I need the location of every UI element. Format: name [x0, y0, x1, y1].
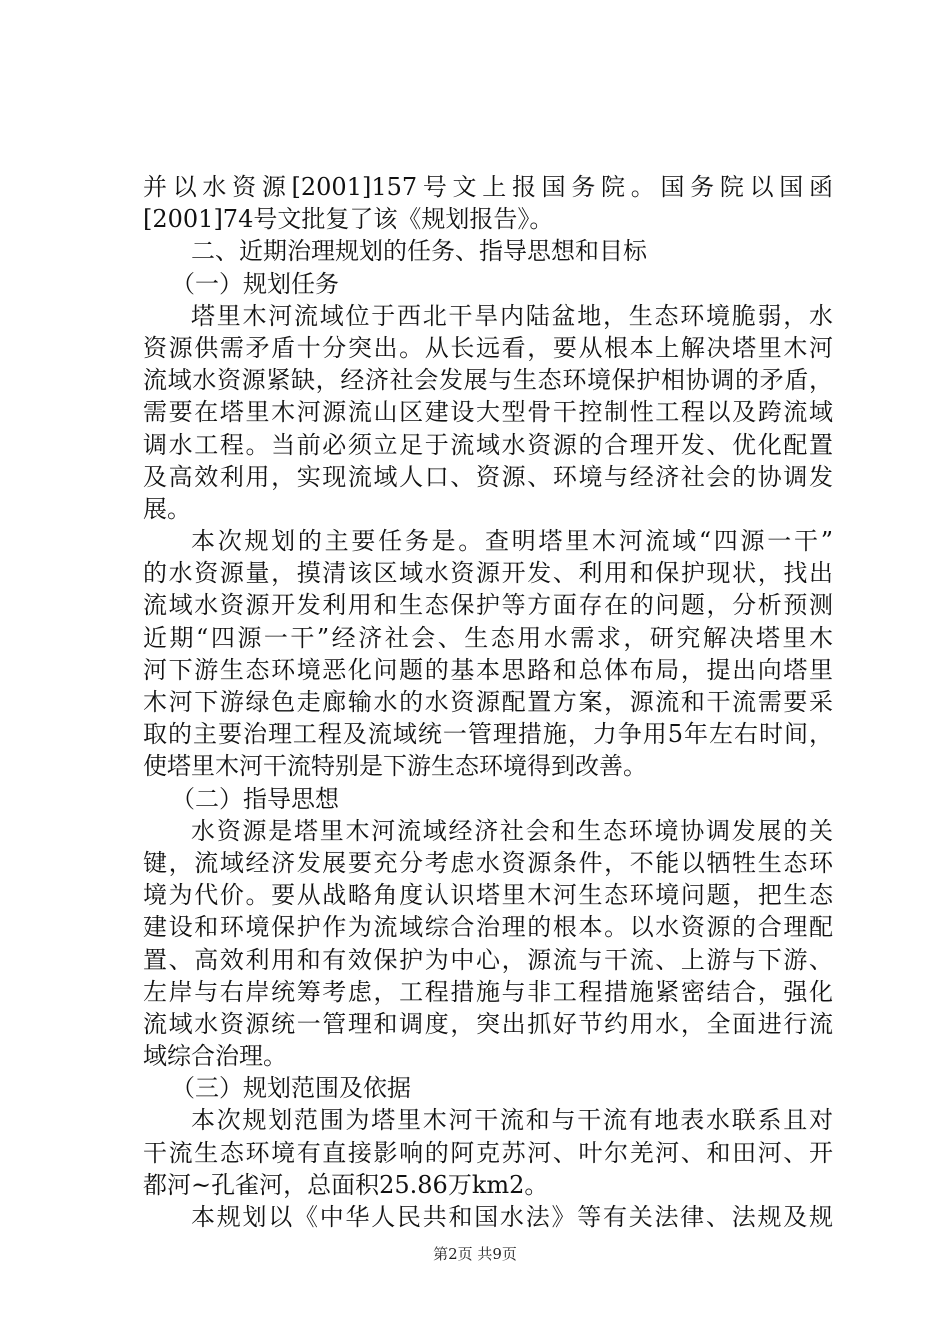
- paragraph-line: 木河下游绿色走廊输水的水资源配置方案，源流和干流需要采: [143, 688, 833, 716]
- paragraph-line: 本次规划的主要任务是。查明塔里木河流域“四源一干”: [191, 527, 833, 556]
- paragraph-line: 境为代价。要从战略角度认识塔里木河生态环境问题，把生态: [143, 881, 833, 910]
- paragraph-line: 调水工程。当前必须立足于流域水资源的合理开发、优化配置: [143, 430, 833, 459]
- page-number: 第2页 共9页: [433, 1245, 517, 1263]
- paragraph-line: 域综合治理。: [143, 1042, 287, 1071]
- paragraph-line: 干流生态环境有直接影响的阿克苏河、叶尔羌河、和田河、开: [143, 1138, 833, 1167]
- paragraph-line: 流域水资源统一管理和调度，突出抓好节约用水，全面进行流: [143, 1009, 833, 1038]
- subsection-heading: （三）规划范围及依据: [171, 1074, 411, 1103]
- paragraph-line: 置、高效利用和有效保护为中心，源流与干流、上游与下游、: [143, 945, 833, 974]
- paragraph-line: 需要在塔里木河源流山区建设大型骨干控制性工程以及跨流域: [143, 398, 833, 427]
- page-footer: [0, 1244, 950, 1264]
- paragraph-line: 近期“四源一干”经济社会、生态用水需求，研究解决塔里木: [143, 623, 833, 652]
- paragraph-line: 键，流域经济发展要充分考虑水资源条件，不能以牺牲生态环: [143, 848, 833, 877]
- paragraph-line: 都河~孔雀河，总面积25.86万km2。: [143, 1170, 549, 1199]
- paragraph-line: 本规划以《中华人民共和国水法》等有关法律、法规及规: [191, 1203, 833, 1231]
- paragraph-line: 左岸与右岸统筹考虑，工程措施与非工程措施紧密结合，强化: [143, 977, 833, 1006]
- paragraph-line: 并以水资源[2001]157号文上报国务院。国务院以国函: [143, 173, 833, 201]
- paragraph-line: 资源供需矛盾十分突出。从长远看，要从根本上解决塔里木河: [143, 333, 833, 362]
- subsection-heading: （二）指导思想: [171, 784, 339, 813]
- section-heading: 二、近期治理规划的任务、指导思想和目标: [191, 237, 647, 266]
- paragraph-line: 及高效利用，实现流域人口、资源、环境与经济社会的协调发: [143, 462, 833, 491]
- paragraph-line: 流域水资源紧缺，经济社会发展与生态环境保护相协调的矛盾，: [143, 366, 833, 395]
- paragraph-line: 展。: [143, 494, 191, 523]
- paragraph-line: 流域水资源开发利用和生态保护等方面存在的问题，分析预测: [143, 591, 833, 620]
- paragraph-line: 塔里木河流域位于西北干旱内陆盆地，生态环境脆弱，水: [191, 301, 833, 330]
- paragraph-line: 本次规划范围为塔里木河干流和与干流有地表水联系且对: [191, 1106, 833, 1135]
- paragraph-line: 使塔里木河干流特别是下游生态环境得到改善。: [143, 752, 647, 781]
- paragraph-line: 河下游生态环境恶化问题的基本思路和总体布局，提出向塔里: [143, 655, 833, 684]
- paragraph-line: [2001]74号文批复了该《规划报告》。: [143, 205, 554, 234]
- paragraph-line: 建设和环境保护作为流域综合治理的根本。以水资源的合理配: [143, 913, 833, 942]
- document-body: [143, 171, 833, 1233]
- paragraph-line: 的水资源量，摸清该区域水资源开发、利用和保护现状，找出: [143, 559, 833, 588]
- paragraph-line: 水资源是塔里木河流域经济社会和生态环境协调发展的关: [191, 816, 833, 845]
- subsection-heading: （一）规划任务: [171, 269, 339, 298]
- paragraph-line: 取的主要治理工程及流域统一管理措施，力争用5年左右时间，: [143, 720, 833, 749]
